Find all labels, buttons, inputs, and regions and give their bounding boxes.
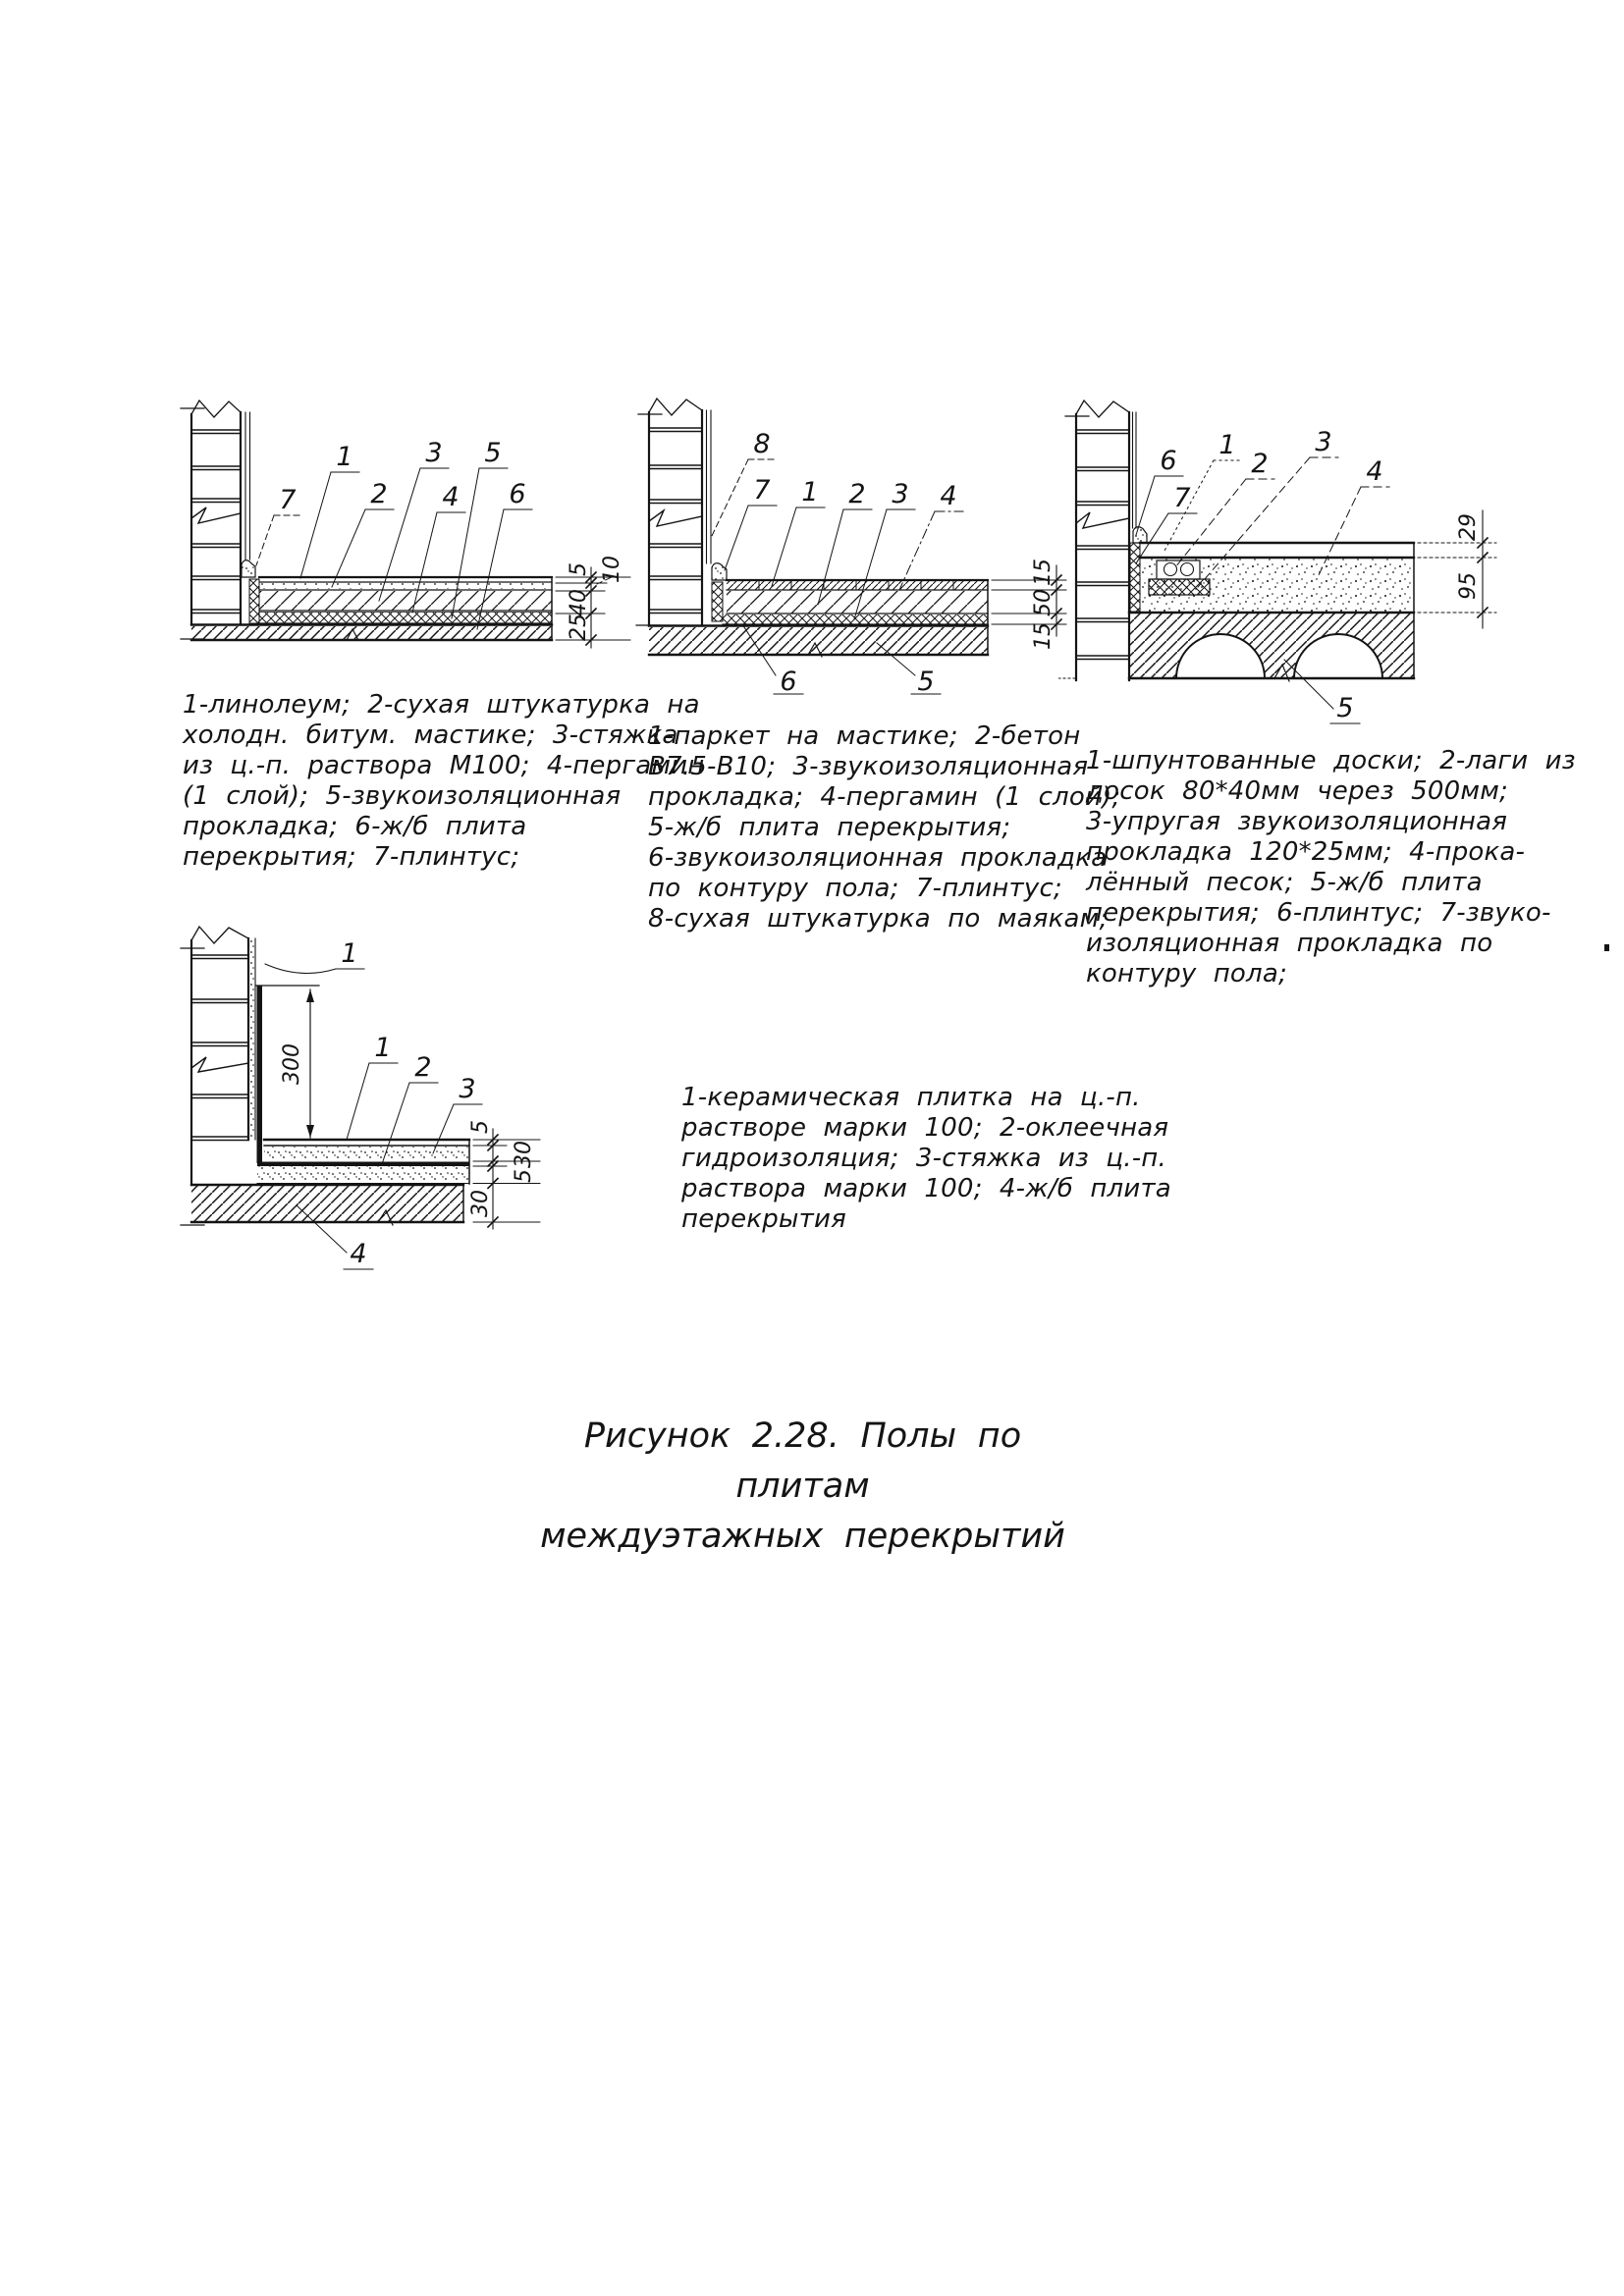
dim-10: 10 (600, 556, 624, 583)
callout-7: 7 (753, 475, 771, 506)
caption-line: раствора марки 100; 4-ж/б плита (681, 1174, 1171, 1203)
brick-wall (181, 400, 250, 639)
dim-95: 95 (1456, 572, 1481, 600)
callout-4: 4 (350, 1239, 367, 1269)
height-dimension-300 (306, 989, 314, 1138)
dim-30b: 30 (468, 1190, 493, 1217)
dim-40: 40 (567, 589, 591, 616)
dim-15-top: 15 (1031, 559, 1056, 586)
callout-6: 6 (780, 667, 797, 697)
callout-4: 4 (1366, 456, 1383, 487)
callout-8: 8 (753, 429, 771, 459)
caption-line: досок 80*40мм через 500мм; (1086, 776, 1508, 806)
callout-5: 5 (1336, 693, 1354, 723)
dim-5a: 5 (468, 1120, 493, 1134)
dim-5: 5 (567, 562, 591, 576)
caption-line: гидроизоляция; 3-стяжка из ц.-п. (681, 1144, 1166, 1173)
dim-50: 50 (1031, 589, 1056, 616)
callout-6: 6 (1160, 446, 1177, 476)
callout-4: 4 (442, 482, 460, 512)
caption-line: 6-звукоизоляционная прокладка (648, 843, 1108, 873)
caption-line: В7.5-В10; 3-звукоизоляционная (648, 752, 1089, 781)
callout-leaders (711, 459, 963, 694)
callout-2: 2 (1251, 449, 1269, 479)
caption-line: изоляционная прокладка по (1086, 929, 1493, 958)
callout-1: 1 (336, 442, 353, 472)
diagram2-caption (648, 721, 1120, 934)
skirting-plinth (712, 563, 727, 621)
caption-line: лённый песок; 5-ж/б плита (1086, 868, 1483, 897)
callout-3: 3 (425, 438, 443, 468)
dim-300: 300 (280, 1043, 304, 1085)
callout-4: 4 (940, 481, 957, 511)
caption-line: прокладка 120*25мм; 4-прока- (1086, 837, 1526, 867)
callout-1: 1 (1218, 430, 1236, 460)
caption-line: 1-керамическая плитка на ц.-п. (681, 1083, 1141, 1112)
caption-line: перекрытия (681, 1204, 846, 1234)
floor-slab (191, 1185, 463, 1225)
brick-wall (181, 927, 255, 1225)
caption-line: растворе марки 100; 2-оклеечная (681, 1113, 1169, 1143)
callout-2: 2 (370, 479, 388, 509)
caption-line: 1-шпунтованные доски; 2-лаги из (1086, 746, 1576, 775)
callout-leaders (265, 964, 482, 1269)
callout-5: 5 (484, 438, 502, 468)
callout-1-wall: 1 (341, 938, 358, 969)
floor-slab (191, 625, 552, 641)
skirting-plinth (242, 561, 259, 623)
callout-3: 3 (1315, 427, 1332, 457)
callout-6: 6 (509, 479, 526, 509)
callout-5: 5 (917, 667, 935, 697)
diagram4-caption (681, 1083, 1171, 1235)
brick-wall (636, 399, 711, 625)
caption-line: 5-ж/б плита перекрытия; (648, 813, 1011, 842)
caption-line: перекрытия; 6-плинтус; 7-звуко- (1086, 898, 1551, 928)
callout-2: 2 (414, 1052, 432, 1083)
callout-7: 7 (1173, 483, 1191, 513)
callout-3: 3 (459, 1074, 476, 1104)
floor-slab (649, 626, 988, 658)
dim-30a: 30 (512, 1141, 536, 1168)
diagram-parquet-floor (617, 371, 1093, 710)
callout-2: 2 (848, 479, 866, 509)
caption-line: холодн. битум. мастике; 3-стяжка (183, 721, 678, 750)
figure-title-line2: междуэтажных перекрытий (540, 1517, 1065, 1556)
caption-line: 8-сухая штукатурка по маякам; (648, 904, 1109, 934)
diagram-board-floor (1058, 371, 1554, 739)
diagram1-caption (183, 690, 704, 873)
caption-line: 3-упругая звукоизоляционная (1086, 807, 1508, 836)
dim-15-bot: 15 (1031, 622, 1056, 650)
caption-line: из ц.-п. раствора М100; 4-пергамин (183, 751, 705, 780)
dim-29: 29 (1456, 513, 1481, 541)
caption-line: перекрытия; 7-плинтус; (183, 842, 520, 872)
caption-line: прокладка; 4-пергамин (1 слой); (648, 782, 1121, 812)
figure-title (535, 1412, 1070, 1562)
floor-layers (257, 1140, 469, 1184)
dim-5b: 5 (512, 1169, 536, 1183)
diagram-tile-floor (147, 901, 584, 1308)
callout-1: 1 (801, 477, 819, 507)
caption-line: по контуру пола; 7-плинтус; (648, 874, 1062, 903)
hollow-core-slab (1129, 613, 1414, 681)
caption-line: 1-линолеум; 2-сухая штукатурка на (183, 690, 700, 720)
stray-mark (1604, 944, 1609, 951)
callout-7: 7 (279, 485, 297, 515)
caption-line: (1 слой); 5-звукоизоляционная (183, 781, 622, 811)
caption-line: контуру пола; (1086, 959, 1287, 988)
brick-wall (1058, 400, 1136, 680)
callout-1: 1 (374, 1033, 392, 1063)
caption-line: прокладка; 6-ж/б плита (183, 812, 527, 841)
diagram3-caption (1086, 746, 1576, 989)
diagram-linoleum-floor (147, 371, 643, 697)
caption-line: 1-паркет на мастике; 2-бетон (648, 721, 1081, 751)
callout-3: 3 (892, 479, 909, 509)
dim-25: 25 (567, 614, 591, 641)
figure-title-line1: Рисунок 2.28. Полы по плитам (583, 1416, 1022, 1506)
